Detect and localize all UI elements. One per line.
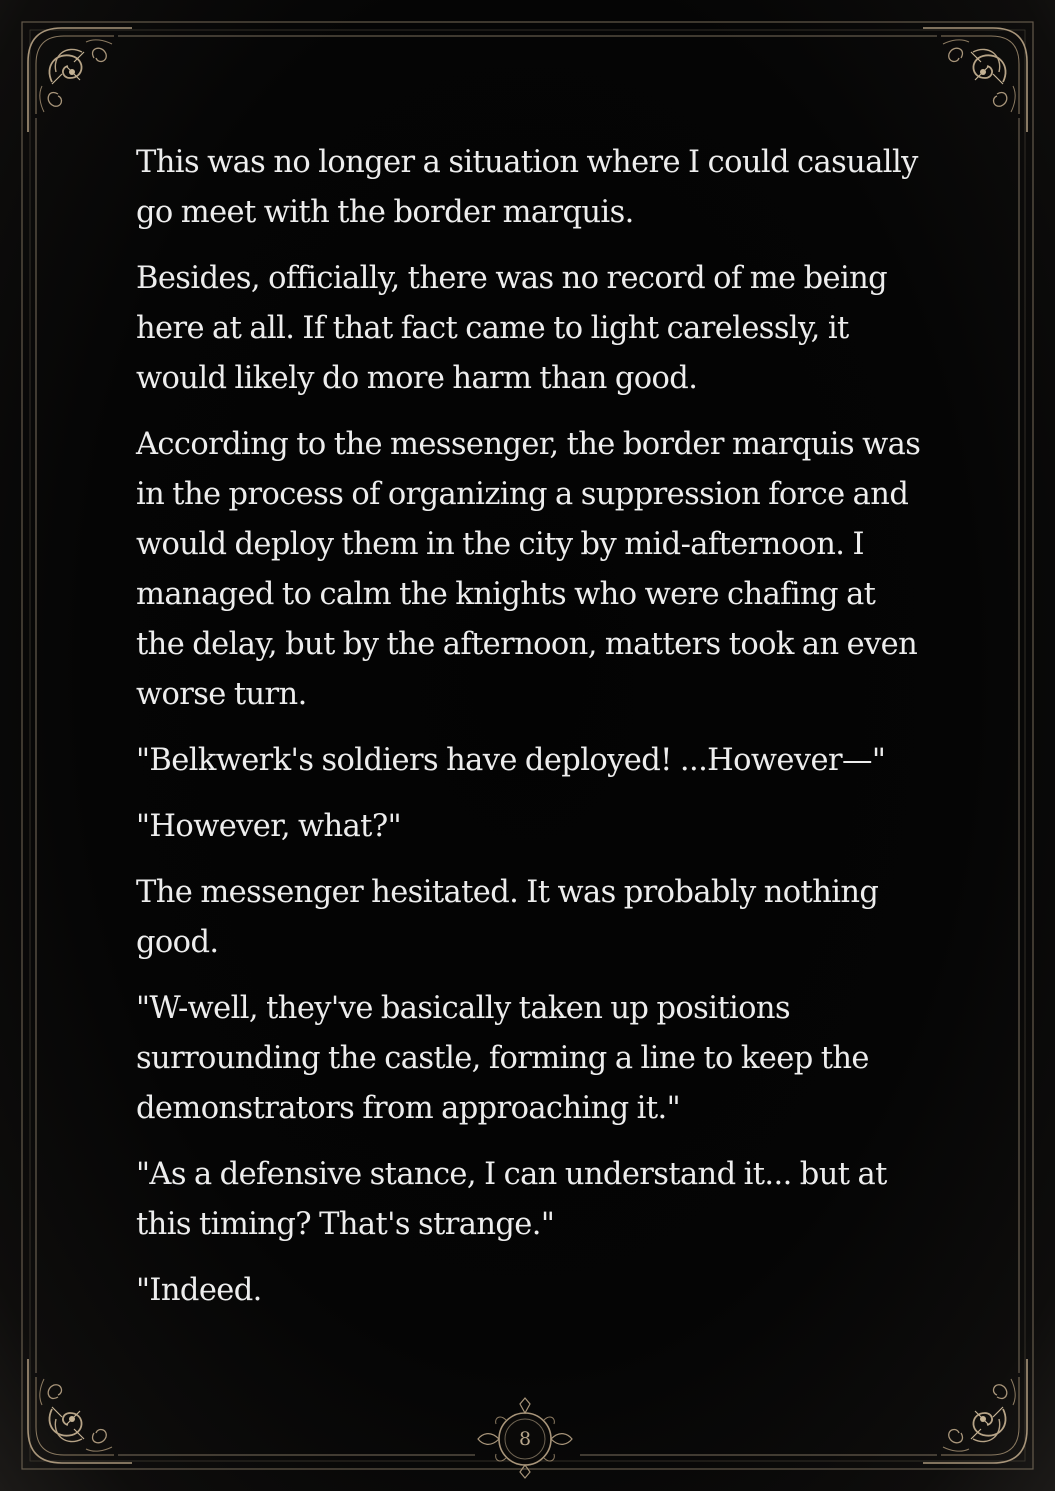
corner-flourish-icon — [923, 28, 1027, 132]
body-text — [136, 138, 926, 1332]
corner-flourish-icon — [28, 1359, 132, 1463]
corner-flourish-icon — [28, 28, 132, 132]
paragraph: "Indeed. — [136, 1273, 262, 1308]
paragraph: "Belkwerk's soldiers have deployed! ...However—" — [136, 743, 886, 778]
paragraph: "W-well, they've basically taken up positions surrounding the castle, forming a line to keep the demonstrators from approaching it." — [136, 991, 869, 1126]
paragraph: According to the messenger, the border marquis was in the process of organizing a suppression force and would deploy them in the city by mid-afternoon. I managed to calm the knights who were chafing at the delay, but by the afternoon, matters took an even worse turn. — [136, 427, 921, 712]
paragraph: "However, what?" — [136, 809, 402, 844]
paragraph: The messenger hesitated. It was probably nothing good. — [136, 875, 879, 960]
page-number: 8 — [518, 1428, 532, 1450]
paragraph: Besides, officially, there was no record of me being here at all. If that fact came to light carelessly, it would likely do more harm than good. — [136, 261, 888, 396]
paragraph: This was no longer a situation where I could casually go meet with the border marquis. — [136, 145, 918, 230]
corner-flourish-icon — [923, 1359, 1027, 1463]
paragraph: "As a defensive stance, I can understand it... but at this timing? That's strange." — [136, 1157, 887, 1242]
